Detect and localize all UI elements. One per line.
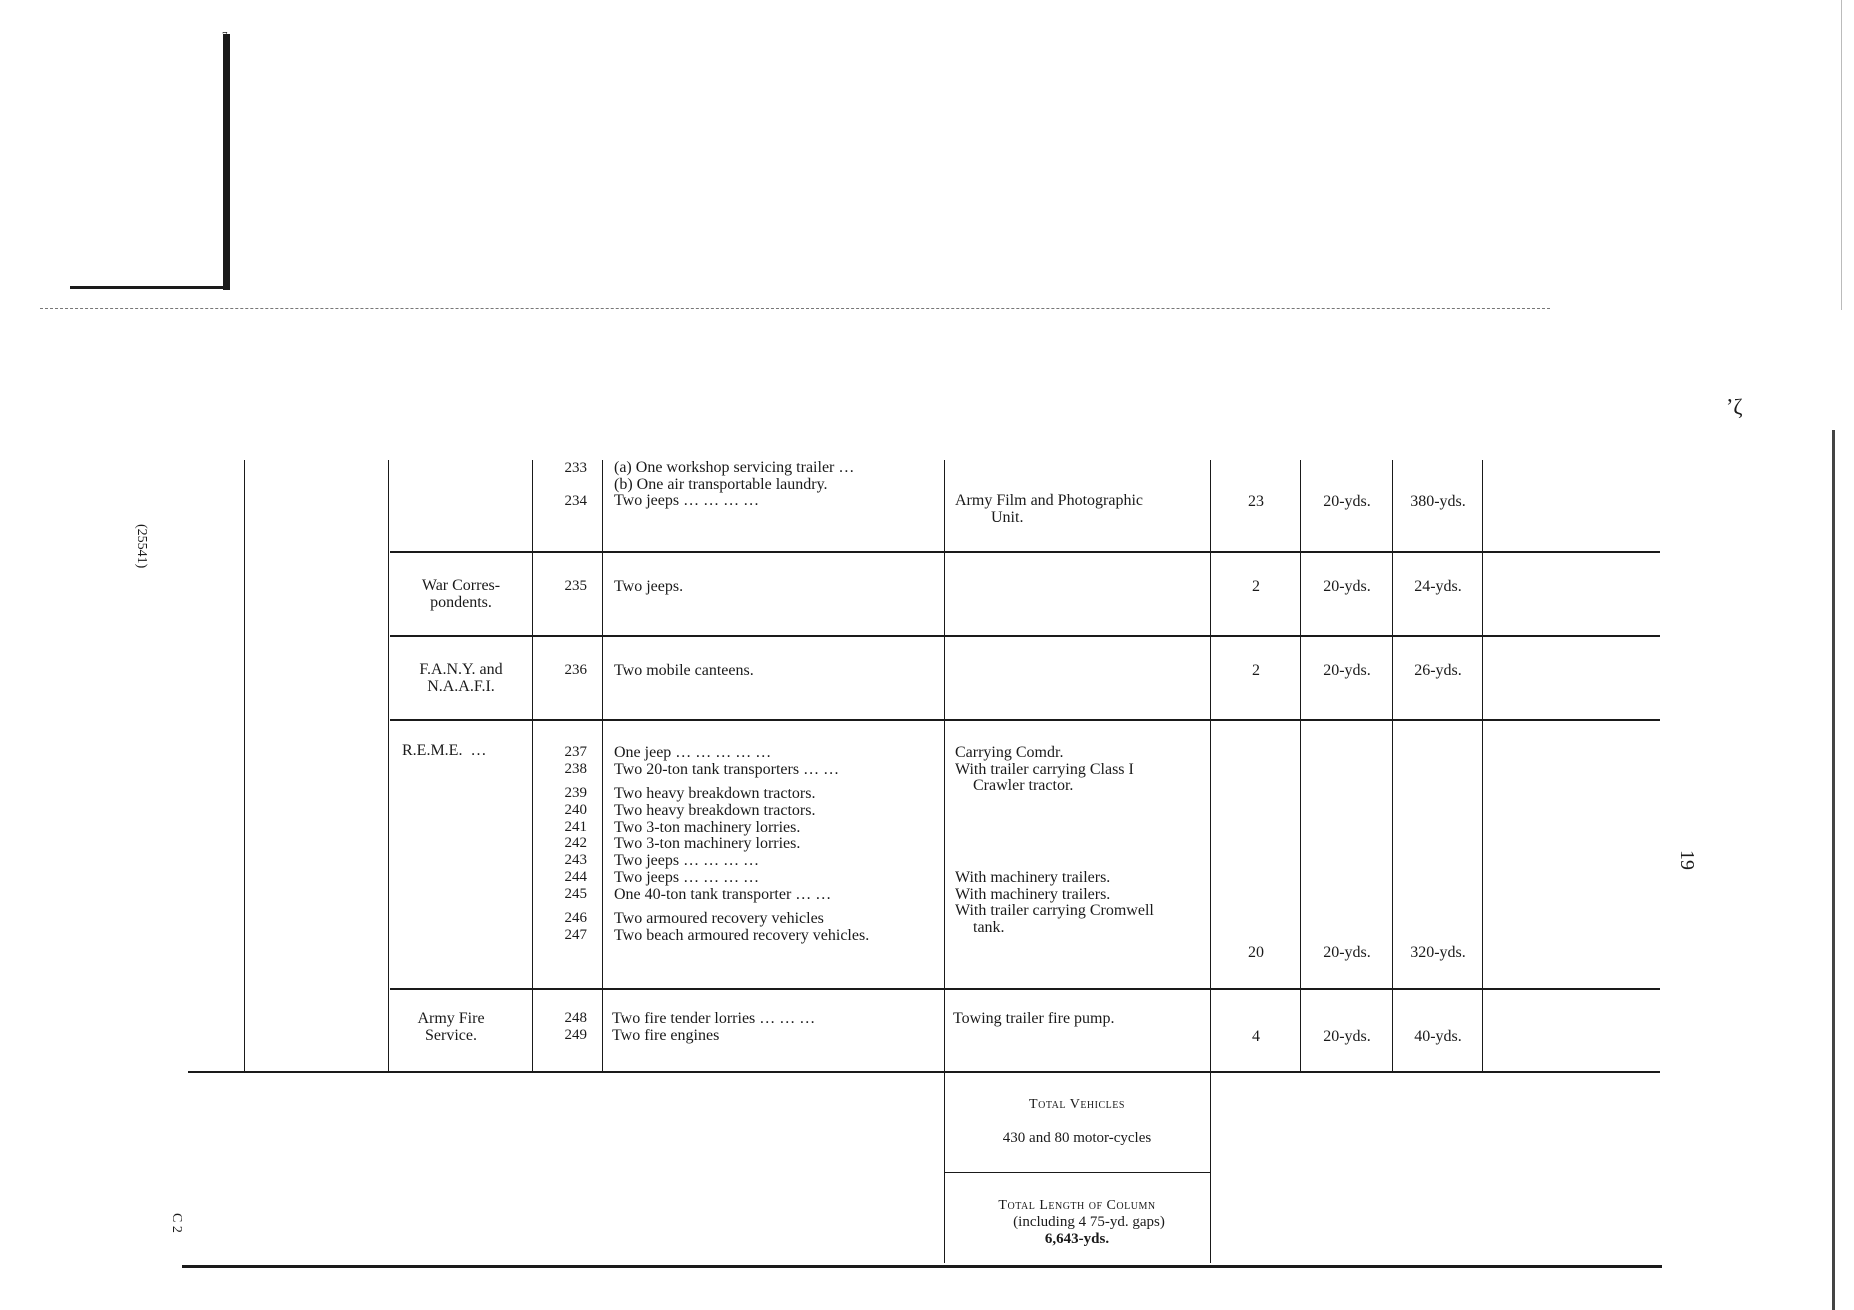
row-gap: 20-yds. bbox=[1323, 578, 1371, 595]
row-remarks: Carrying Comdr. With trailer carrying Class I Crawler tractor. With machinery trailers. With machinery trailers. With trailer carrying Cromwell tank. bbox=[955, 744, 1154, 936]
serial-number: (25541) bbox=[134, 524, 149, 569]
row-count: 20 bbox=[1248, 944, 1264, 961]
crop-mark-vertical bbox=[223, 34, 230, 290]
crop-mark-horizontal bbox=[70, 286, 230, 289]
row-numbers: 233 234 bbox=[564, 460, 587, 510]
row-length: 24-yds. bbox=[1414, 578, 1462, 595]
page-number: 19 bbox=[1676, 850, 1698, 870]
row-vehicles: One jeep … … … … … Two 20-ton tank transporters … … Two heavy breakdown tractors. Two heavy breakdown tractors. Two 3-ton machinery lorries. Two 3-ton machinery lorries. Two jeeps … … … … Two jeeps … … … … One 40-ton tank transporter … … Two armoured recovery vehicles Two beach armoured recovery vehicles. bbox=[614, 744, 870, 944]
corner-mark: 7 bbox=[222, 30, 228, 42]
row-numbers: 248 249 bbox=[564, 1010, 587, 1043]
row-count: 4 bbox=[1252, 1028, 1260, 1045]
row-remarks: Towing trailer fire pump. bbox=[953, 1010, 1115, 1027]
row-unit: F.A.N.Y. and N.A.A.F.I. bbox=[419, 661, 503, 695]
row-unit: War Corres- pondents. bbox=[421, 577, 501, 611]
fold-line bbox=[40, 308, 1550, 309]
right-page-edge bbox=[1841, 0, 1842, 310]
total-length-heading: Total Length of Column bbox=[998, 1198, 1156, 1213]
row-unit: R.E.M.E. … bbox=[402, 742, 487, 759]
row-length: 320-yds. bbox=[1410, 944, 1466, 961]
row-vehicles: Two fire tender lorries … … … Two fire engines bbox=[612, 1010, 816, 1044]
right-scan-edge bbox=[1832, 430, 1835, 1310]
row-length: 26-yds. bbox=[1414, 662, 1462, 679]
row-vehicles: (a) One workshop servicing trailer … (b) One air transportable laundry. Two jeeps … … … … bbox=[614, 459, 855, 510]
total-vehicles-value: 430 and 80 motor-cycles bbox=[1002, 1130, 1152, 1146]
total-length-value: 6,643-yds. bbox=[1044, 1231, 1110, 1247]
right-edge-mark: ʼζ bbox=[1726, 394, 1743, 419]
row-unit: Army Fire Service. bbox=[417, 1010, 485, 1044]
row-gap: 20-yds. bbox=[1323, 1028, 1371, 1045]
row-length: 380-yds. bbox=[1410, 493, 1466, 510]
row-length: 40-yds. bbox=[1414, 1028, 1462, 1045]
row-numbers: 237 238 239 240 241 242 243 244 245 246 247 bbox=[564, 744, 587, 943]
total-vehicles-heading: Total Vehicles bbox=[1029, 1097, 1125, 1112]
row-gap: 20-yds. bbox=[1323, 944, 1371, 961]
row-vehicles: Two jeeps. bbox=[614, 578, 684, 595]
row-number: 235 bbox=[564, 578, 587, 594]
row-gap: 20-yds. bbox=[1323, 493, 1371, 510]
row-remarks: Army Film and Photographic Unit. bbox=[955, 492, 1143, 526]
row-count: 23 bbox=[1248, 493, 1264, 510]
row-count: 2 bbox=[1252, 662, 1260, 679]
row-number: 236 bbox=[564, 662, 587, 678]
row-count: 2 bbox=[1252, 578, 1260, 595]
row-gap: 20-yds. bbox=[1323, 662, 1371, 679]
row-vehicles: Two mobile canteens. bbox=[614, 662, 754, 679]
page-mark: C 2 bbox=[169, 1213, 184, 1233]
total-length-detail: (including 4 75-yd. gaps) bbox=[1013, 1214, 1165, 1230]
